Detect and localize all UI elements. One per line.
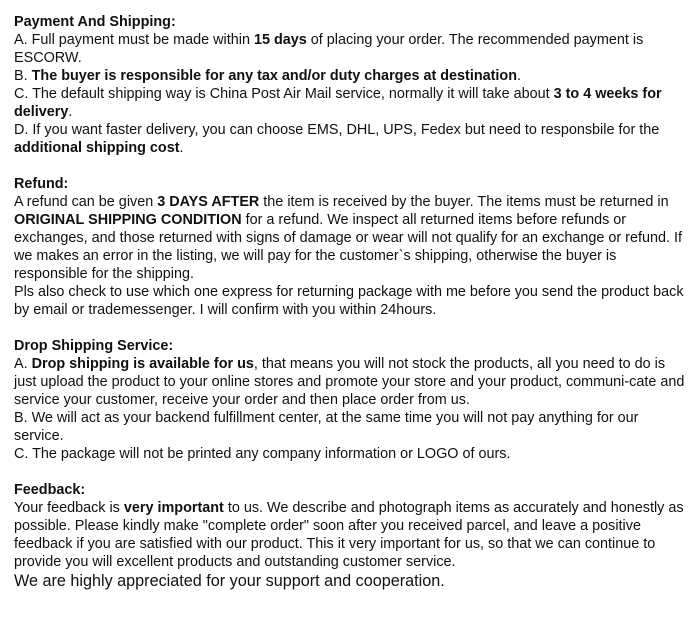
- payment-item-d: [14, 121, 686, 157]
- refund-p1-bold-2: ORIGINAL SHIPPING CONDITION: [14, 212, 242, 228]
- payment-a-bold: 15 days: [253, 32, 307, 48]
- dropship-a-text: A.: [14, 356, 32, 372]
- payment-b-bold: The buyer is responsible for any tax and/or duty charges at destination: [31, 68, 518, 84]
- payment-a-text-2: of placing your order. The recommended payment is ESCORW.: [14, 32, 644, 66]
- refund-p1-text-2: the item is received by the buyer. The items must be returned in: [259, 194, 669, 210]
- dropship-item-b: B. We will act as your backend fulfillment center, at the same time you will not pay anything for our service.: [14, 410, 639, 444]
- payment-b-text-2: .: [517, 68, 522, 84]
- payment-item-b: [14, 67, 686, 85]
- feedback-heading: Feedback:: [14, 482, 86, 498]
- payment-d-text: D. If you want faster delivery, you can choose EMS, DHL, UPS, Fedex but need to responsbile for the: [14, 122, 660, 138]
- drop-shipping-heading: Drop Shipping Service:: [14, 338, 174, 354]
- payment-shipping-heading: Payment And Shipping:: [14, 14, 176, 30]
- feedback-text: Your feedback is: [14, 500, 124, 516]
- refund-heading: Refund:: [14, 176, 69, 192]
- refund-paragraph-2: Pls also check to use which one express for returning package with me before you send the product back by email or trademessenger. I will confirm with you within 24hours.: [14, 284, 684, 318]
- refund-p1-text: A refund can be given: [14, 194, 158, 210]
- dropship-item-a: [14, 355, 686, 409]
- payment-c-text: C. The default shipping way is China Post Air Mail service, normally it will take about: [14, 86, 554, 102]
- payment-d-bold: additional shipping cost: [14, 140, 180, 156]
- refund-p1-text-3: for a refund. We inspect all returned items before refunds or exchanges, and those returned with signs of damage or wear will not qualify for an exchange or refund. If we makes an error in the listing, we will pay for the customer`s shipping, otherwise the buyer is responsible for the shipping.: [14, 212, 682, 282]
- payment-c-bold: 3 to 4 weeks for delivery: [14, 86, 662, 120]
- payment-item-c: [14, 85, 686, 121]
- feedback-section: [14, 481, 686, 591]
- closing-line: We are highly appreciated for your support and cooperation.: [14, 572, 445, 590]
- refund-p1-bold: 3 DAYS AFTER: [157, 194, 260, 210]
- feedback-bold: very important: [123, 500, 224, 516]
- payment-item-a: [14, 31, 686, 67]
- dropship-item-c: C. The package will not be printed any company information or LOGO of ours.: [14, 446, 511, 462]
- payment-b-text: B.: [14, 68, 32, 84]
- payment-d-text-2: .: [179, 140, 184, 156]
- payment-a-text: A. Full payment must be made within: [14, 32, 254, 48]
- drop-shipping-section: [14, 337, 686, 463]
- feedback-text-2: to us. We describe and photograph items as accurately and honestly as possible. Please kindly make "complete order" soon after you received parcel, and leave a positive feedback if you are satisfied with our product. This it very important for us, so that we can continue to provide you will excellent products and outstanding customer service.: [14, 500, 684, 570]
- dropship-a-text-2: , that means you will not stock the products, all you need to do is just upload the product to your online stores and promote your store and your product, communi-cate and service your customer, receive your order and then place order from us.: [14, 356, 685, 408]
- dropship-a-bold: Drop shipping is available for us: [31, 356, 254, 372]
- refund-paragraph-1: [14, 193, 686, 283]
- payment-shipping-section: [14, 13, 686, 157]
- feedback-paragraph: [14, 499, 686, 571]
- payment-c-text-2: .: [68, 104, 73, 120]
- refund-section: [14, 175, 686, 319]
